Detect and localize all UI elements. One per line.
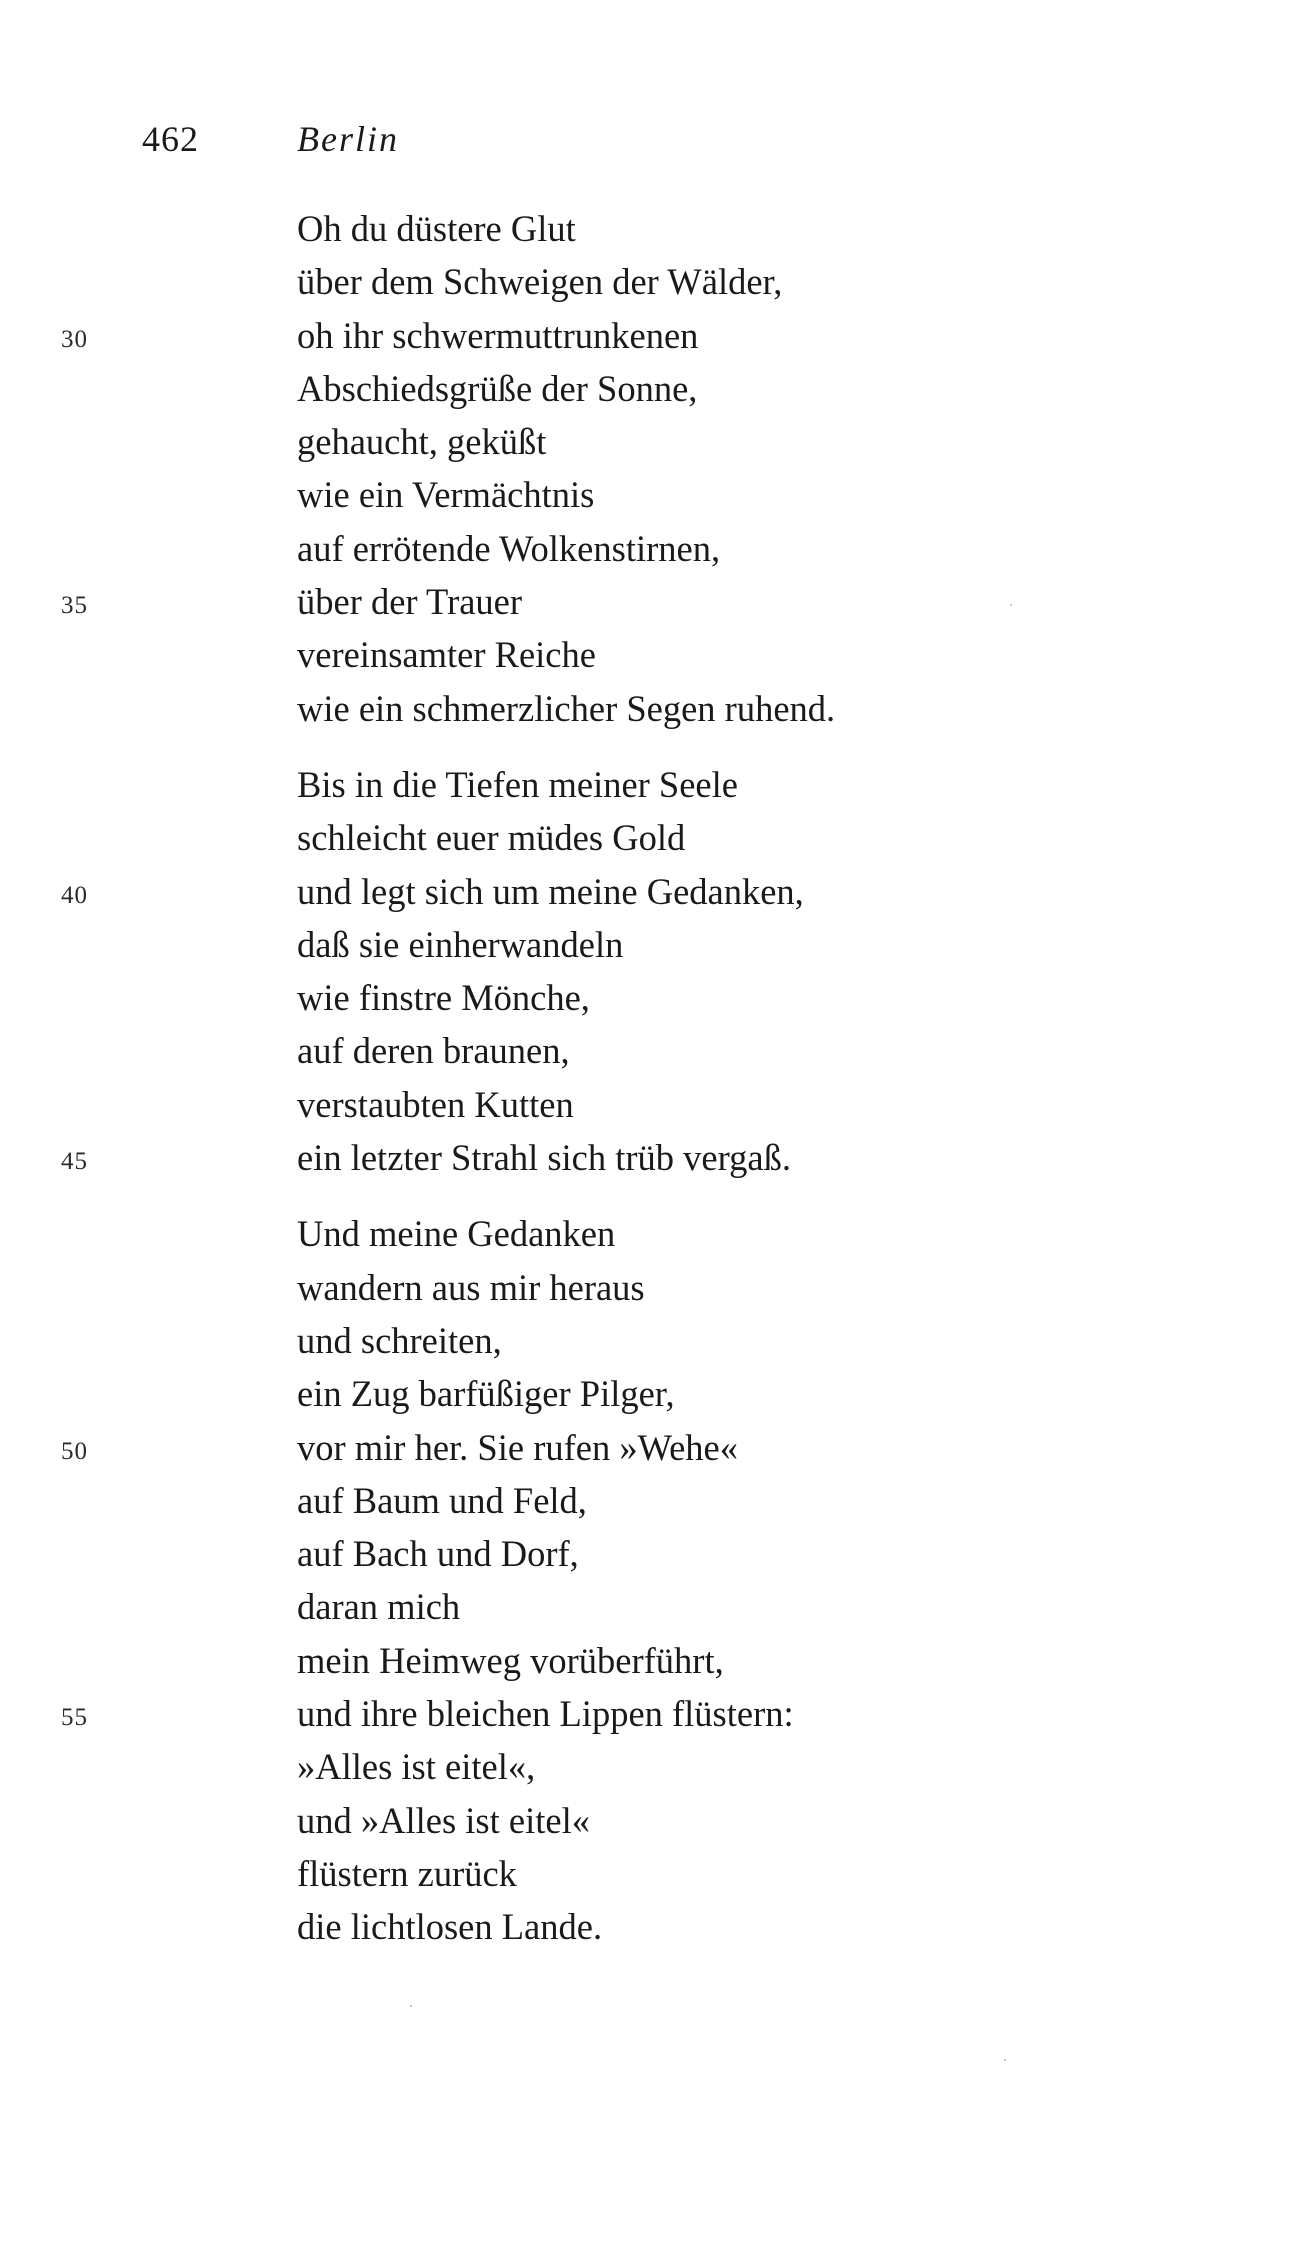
poem-line-text: und schreiten, [297, 1319, 502, 1361]
poem-line [297, 1794, 1257, 1847]
poem-line-text: Und meine Gedanken [297, 1213, 616, 1255]
poem-line-text: auf errötende Wolkenstirnen, [297, 527, 721, 569]
poem-line [297, 971, 1257, 1024]
poem-line-text: wie ein schmerzlicher Segen ruhend. [297, 687, 836, 729]
stanza [61, 1207, 1257, 1953]
poem-line-text: verstaubten Kutten [297, 1083, 574, 1125]
poem-line-text: vor mir her. Sie rufen »Wehe« [297, 1426, 739, 1468]
poem-line [297, 1474, 1257, 1527]
poem-line-text: daran mich [297, 1586, 461, 1628]
poem-line-text: Bis in die Tiefen meiner Seele [297, 763, 738, 805]
poem-line [297, 1261, 1257, 1314]
poem-line-text: vereinsamter Reiche [297, 634, 596, 676]
poem-body [61, 202, 1257, 1954]
poem-line-text: auf Baum und Feld, [297, 1479, 587, 1521]
poem-line-text: Abschiedsgrüße der Sonne, [297, 367, 698, 409]
poem-line-text: schleicht euer müdes Gold [297, 817, 686, 859]
line-number: 30 [61, 325, 88, 353]
poem-line [61, 1421, 1257, 1474]
poem-line [297, 758, 1257, 811]
poem-line [297, 1580, 1257, 1633]
page-header [142, 118, 399, 168]
stanza [61, 202, 1257, 735]
poem-line [297, 1634, 1257, 1687]
poem-line [61, 865, 1257, 918]
stanza [61, 758, 1257, 1184]
poem-line-text: wandern aus mir heraus [297, 1266, 645, 1308]
paper-speck [410, 2005, 412, 2007]
poem-line [297, 682, 1257, 735]
poem-line [61, 1131, 1257, 1184]
poem-line [297, 918, 1257, 971]
poem-line [297, 522, 1257, 575]
poem-line [297, 202, 1257, 255]
poem-line-text: über dem Schweigen der Wälder, [297, 261, 783, 303]
poem-line [61, 309, 1257, 362]
poem-line [297, 1024, 1257, 1077]
poem-line-text: gehaucht, geküßt [297, 421, 547, 463]
poem-line-text: daß sie einherwandeln [297, 923, 624, 965]
page-number: 462 [142, 119, 199, 159]
poem-line [297, 1314, 1257, 1367]
line-number: 55 [61, 1704, 88, 1732]
line-number: 35 [61, 592, 88, 620]
poem-line-text: und »Alles ist eitel« [297, 1799, 590, 1841]
poem-line [297, 468, 1257, 521]
paper-speck [1004, 2059, 1006, 2061]
line-number: 50 [61, 1437, 88, 1465]
line-number: 45 [61, 1148, 88, 1176]
poem-line [297, 415, 1257, 468]
poem-line-text: die lichtlosen Lande. [297, 1906, 603, 1948]
poem-line [61, 1687, 1257, 1740]
poem-line [297, 1900, 1257, 1953]
poem-line-text: und ihre bleichen Lippen flüstern: [297, 1693, 794, 1735]
poem-line-text: auf deren braunen, [297, 1030, 570, 1072]
poem-line [297, 1367, 1257, 1420]
running-title: Berlin [297, 119, 399, 159]
poem-line-text: flüstern zurück [297, 1852, 517, 1894]
poem-line [297, 1207, 1257, 1260]
poem-line-text: ein Zug barfüßiger Pilger, [297, 1373, 675, 1415]
poem-line [297, 255, 1257, 308]
poem-line [297, 1847, 1257, 1900]
poem-line [297, 811, 1257, 864]
poem-line-text: »Alles ist eitel«, [297, 1746, 536, 1788]
poem-line [297, 1527, 1257, 1580]
poem-line-text: über der Trauer [297, 581, 523, 623]
poem-line [297, 1078, 1257, 1131]
poem-line [61, 575, 1257, 628]
poem-line-text: ein letzter Strahl sich trüb vergaß. [297, 1137, 791, 1179]
poem-line-text: Oh du düstere Glut [297, 208, 576, 249]
poem-line-text: wie finstre Mönche, [297, 977, 590, 1019]
poem-line-text: mein Heimweg vorüberführt, [297, 1639, 724, 1681]
paper-speck [1010, 604, 1012, 606]
poem-line [297, 1740, 1257, 1793]
poem-line [297, 628, 1257, 681]
poem-line [297, 362, 1257, 415]
poem-line-text: auf Bach und Dorf, [297, 1533, 579, 1575]
line-number: 40 [61, 881, 88, 909]
poem-line-text: oh ihr schwermuttrunkenen [297, 314, 699, 356]
poem-line-text: wie ein Vermächtnis [297, 474, 595, 516]
poem-line-text: und legt sich um meine Gedanken, [297, 870, 804, 912]
